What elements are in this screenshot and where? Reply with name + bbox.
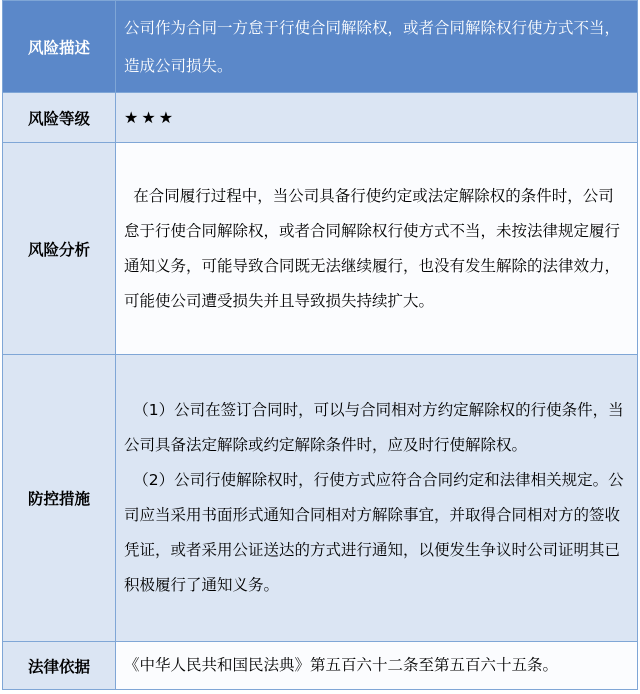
legal-basis-text: 《中华人民共和国民法典》第五百六十二条至第五百六十五条。	[124, 656, 559, 674]
analysis-text: 在合同履行过程中，当公司具备行使约定或法定解除权的条件时，公司怠于行使合同解除权，或者合同解除权行使方式不当，未按法律规定履行通知义务，可能导致合同既无法继续履行，也没有发生解除的法律效力，可能使公司遭受损失并且导致损失持续扩大。	[124, 186, 621, 310]
row-content	[116, 642, 638, 690]
row-label: 风险等级	[3, 93, 116, 143]
row-label: 风险描述	[3, 1, 116, 93]
row-content	[116, 1, 638, 93]
row-label: 风险分析	[3, 143, 116, 355]
row-risk-level	[3, 93, 638, 143]
description-text: 公司作为合同一方怠于行使合同解除权，或者合同解除权行使方式不当，造成公司损失。	[124, 18, 621, 75]
row-risk-description	[3, 1, 638, 93]
row-label: 防控措施	[3, 355, 116, 642]
row-control-measures	[3, 355, 638, 642]
measure-text-2: （2）公司行使解除权时，行使方式应符合合同约定和法律相关规定。公司应当采用书面形式通知合同相对方解除事宜，并取得合同相对方的签收凭证，或者采用公证送达的方式进行通知，以便发生争议时公司证明其已积极履行了通知义务。	[124, 471, 624, 594]
risk-table	[2, 0, 638, 690]
row-content	[116, 143, 638, 355]
row-label: 法律依据	[3, 642, 116, 690]
row-risk-analysis	[3, 143, 638, 355]
row-content	[116, 93, 638, 143]
measure-text-1: （1）公司在签订合同时，可以与合同相对方约定解除权的行使条件，当公司具备法定解除或约定解除条件时，应及时行使解除权。	[124, 401, 624, 454]
row-legal-basis	[3, 642, 638, 690]
row-content	[116, 355, 638, 642]
risk-level-stars: ★★★	[124, 108, 177, 127]
